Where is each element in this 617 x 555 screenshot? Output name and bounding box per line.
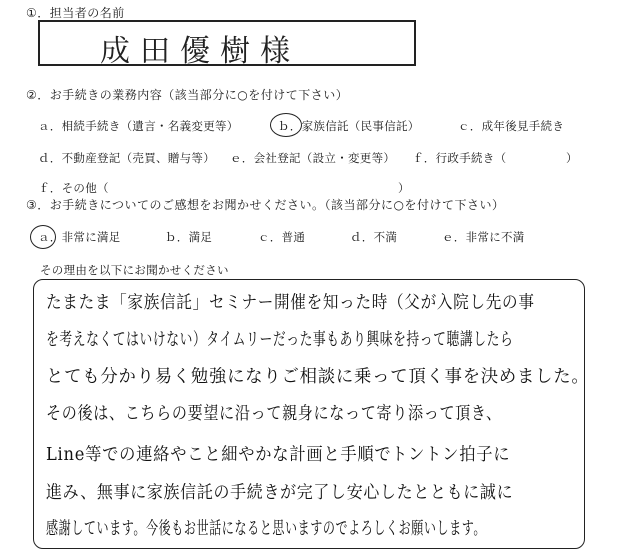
option-3b: ｂ．満足	[165, 230, 213, 244]
option-2c: ｃ．成年後見手続き	[458, 119, 565, 133]
option-3a: ａ．非常に満足	[38, 230, 121, 244]
reason-line-5: Line等での連絡やこと細やかな計画と手順でトントン拍子に	[46, 445, 511, 465]
staff-name: 成田優樹様	[100, 34, 300, 69]
option-2b: ｂ．家族信託（民事信託）	[278, 119, 420, 133]
option-2f-admin-close: ）	[566, 151, 578, 165]
reason-line-4: その後は、こちらの要望に沿って親身になって寄り添って頂き、	[46, 404, 502, 424]
option-2f-other: ｆ．その他（	[38, 181, 109, 195]
option-3d: ｄ．不満	[350, 230, 398, 244]
reason-line-2: を考えなくてはいけない）タイムリーだった事もあり興味を持って聴講したら	[46, 330, 514, 350]
reason-line-7: 感謝しています。今後もお世話になると思いますのでよろしくお願いします。	[46, 519, 487, 539]
reason-label: その理由を以下にお聞かせください	[40, 263, 229, 277]
section1-title: ①．担当者の名前	[26, 6, 125, 20]
section2-title: ②．お手続きの業務内容（該当部分に○を付けて下さい）	[26, 88, 349, 102]
option-2f-other-close: ）	[398, 181, 410, 195]
option-3e: ｅ．非常に不満	[442, 230, 525, 244]
option-2e: ｅ．会社登記（設立・変更等）	[230, 151, 396, 165]
option-2d: ｄ．不動産登記（売買、贈与等）	[38, 151, 215, 165]
section3-title: ③．お手続きについてのご感想をお聞かせください。（該当部分に○を付けて下さい）	[26, 198, 505, 212]
reason-line-1: たまたま「家族信託」セミナー開催を知った時（父が入院し先の事	[46, 293, 535, 313]
option-2f-admin: ｆ．行政手続き（	[412, 151, 507, 165]
option-2a: ａ．相続手続き（遺言・名義変更等）	[38, 119, 239, 133]
option-3c: ｃ．普通	[258, 230, 306, 244]
reason-line-3: とても分かり易く勉強になりご相談に乗って頂く事を決めました。	[46, 367, 590, 387]
reason-line-6: 進み、無事に家族信託の手続きが完了し安心したとともに誠に	[46, 483, 514, 503]
